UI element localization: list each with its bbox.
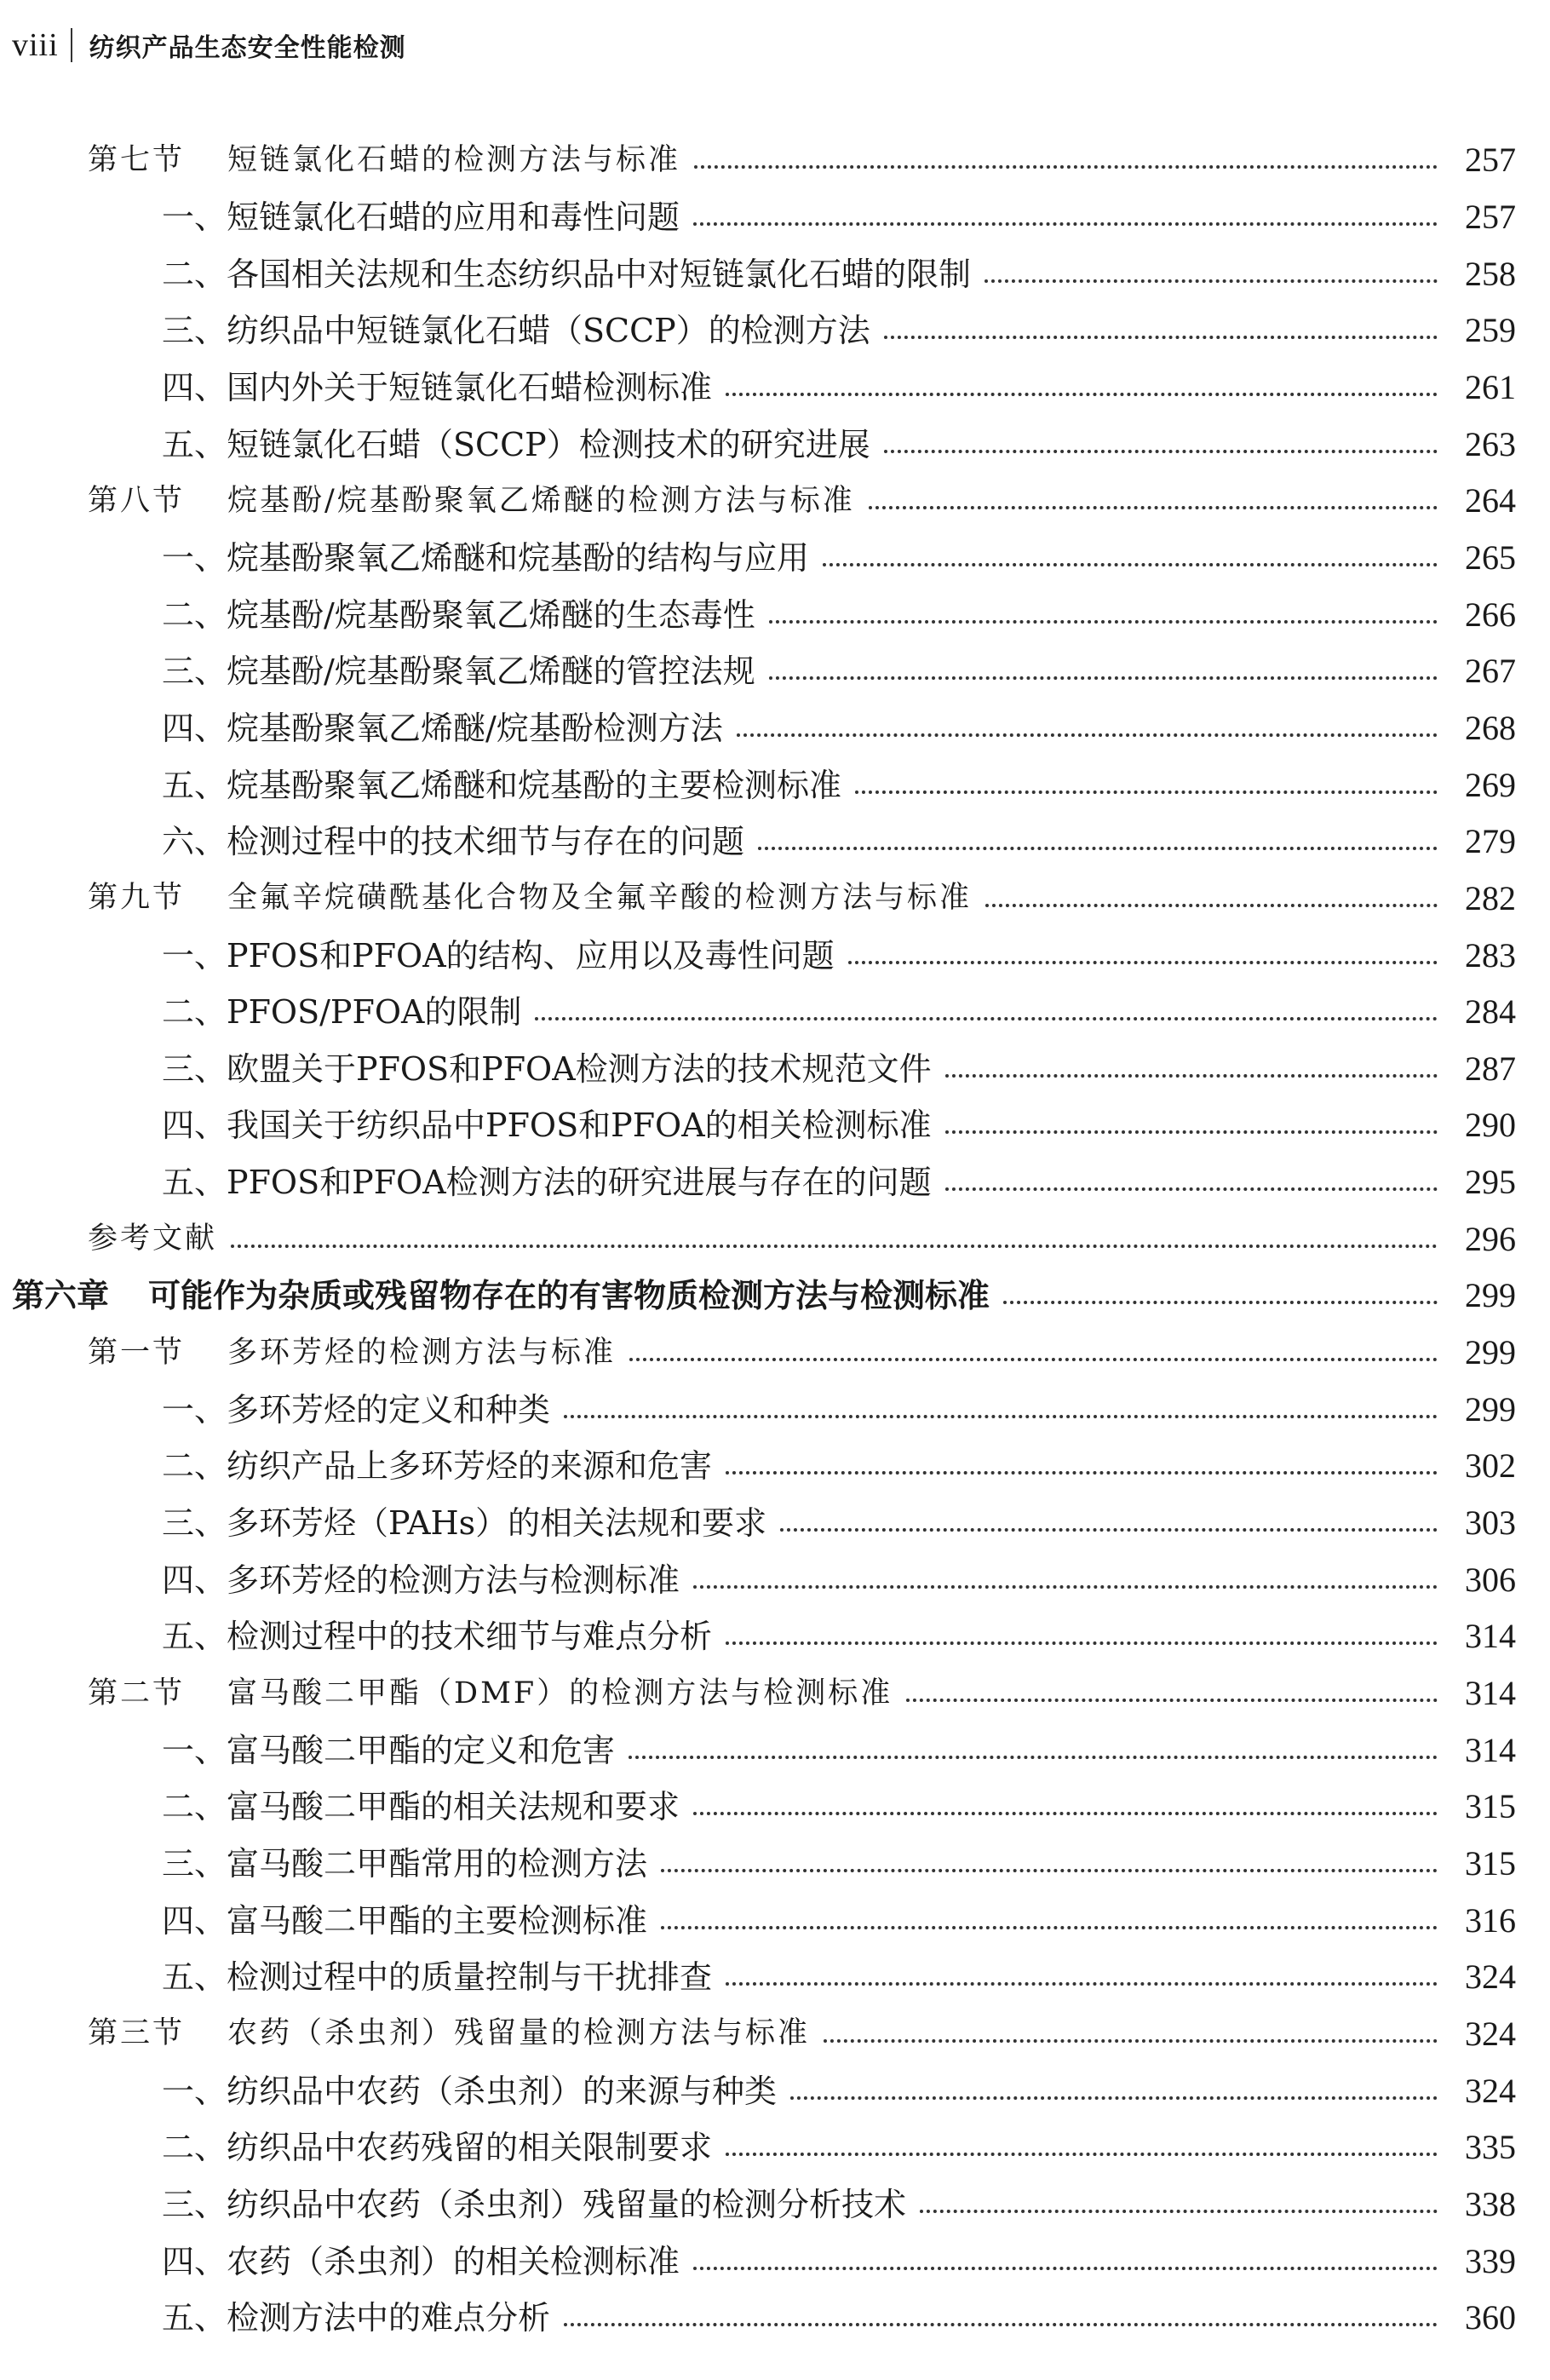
toc-entry-title: 一、富马酸二甲酯的定义和危害 (162, 1731, 616, 1769)
toc-entry-label (162, 255, 972, 293)
toc-entry-item[interactable] (0, 189, 1550, 246)
toc-entry-section[interactable] (0, 1665, 1550, 1722)
dot-leader (535, 1017, 1438, 1020)
toc-entry-item[interactable] (0, 416, 1550, 473)
dot-leader (737, 733, 1438, 737)
toc-entry-title: 二、富马酸二甲酯的相关法规和要求 (162, 1788, 680, 1826)
dot-leader (869, 506, 1438, 509)
toc-entry-title: 五、短链氯化石蜡（SCCP）检测技术的研究进展 (162, 425, 870, 463)
toc-entry-label (162, 1731, 616, 1769)
dot-leader (945, 1130, 1438, 1134)
toc-entry-label (162, 709, 723, 747)
toc-entry-page: 279 (1465, 822, 1516, 861)
toc-entry-label (162, 2129, 713, 2167)
dot-leader (920, 2210, 1438, 2213)
toc-entry-item[interactable] (0, 1949, 1550, 2006)
toc-entry-label (162, 368, 713, 406)
toc-entry-page: 303 (1465, 1503, 1516, 1543)
toc-entry-page: 266 (1465, 595, 1516, 634)
dot-leader (985, 279, 1438, 283)
toc-entry-title: 参考文献 (88, 1222, 218, 1256)
toc-entry-label (88, 2016, 811, 2051)
toc-entry-item[interactable] (0, 756, 1550, 813)
running-header (12, 19, 406, 72)
toc-entry-label (162, 1504, 767, 1543)
toc-entry-page: 267 (1465, 652, 1516, 691)
toc-entry-page: 314 (1465, 1730, 1516, 1769)
toc-entry-title: 四、烷基酚聚氧乙烯醚/烷基酚检测方法 (162, 709, 723, 747)
toc-entry-label (88, 1335, 617, 1370)
toc-entry-label (162, 1845, 648, 1883)
toc-entry-page: 339 (1465, 2241, 1516, 2280)
toc-entry-title: 四、国内外关于短链氯化石蜡检测标准 (162, 368, 713, 406)
toc-entry-label (162, 1901, 648, 1940)
toc-entry-item[interactable] (0, 813, 1550, 871)
dot-leader (884, 336, 1438, 339)
toc-entry-section[interactable] (0, 1325, 1550, 1382)
toc-entry-item[interactable] (0, 359, 1550, 417)
dot-leader (855, 790, 1438, 794)
dot-leader (758, 847, 1438, 850)
toc-entry-label (162, 538, 810, 577)
toc-entry-page: 315 (1465, 1787, 1516, 1826)
toc-entry-page: 324 (1465, 1957, 1516, 1997)
dot-leader (985, 904, 1438, 907)
toc-entry-item[interactable] (0, 1097, 1550, 1154)
toc-entry-title: 三、欧盟关于PFOS和PFOA检测方法的技术规范文件 (162, 1049, 932, 1088)
toc-entry-title: 五、PFOS和PFOA检测方法的研究进展与存在的问题 (162, 1164, 932, 1202)
toc-entry-page: 299 (1465, 1389, 1516, 1429)
toc-entry-label (162, 1447, 713, 1486)
toc-entry-title: 四、农药（杀虫剂）的相关检测标准 (162, 2242, 680, 2280)
toc-entry-section[interactable] (0, 473, 1550, 530)
chapter-number: 第六章 (12, 1276, 110, 1315)
toc-entry-label (162, 2072, 778, 2110)
toc-entry-label (162, 2242, 680, 2280)
toc-entry-label (162, 766, 842, 804)
toc-entry-title: 三、烷基酚/烷基酚聚氧乙烯醚的管控法规 (162, 652, 755, 691)
dot-leader (231, 1245, 1438, 1248)
toc-entry-page: 268 (1465, 708, 1516, 747)
toc-entry-label (88, 483, 855, 518)
toc-entry-item[interactable] (0, 586, 1550, 643)
toc-entry-title: 农药（杀虫剂）残留量的检测方法与标准 (227, 2016, 811, 2051)
page-number: viii (12, 27, 59, 63)
dot-leader (693, 1585, 1438, 1589)
toc-entry-title: 五、检测过程中的技术细节与难点分析 (162, 1618, 713, 1656)
toc-entry-item[interactable] (0, 530, 1550, 587)
toc-entry-title: 五、检测过程中的质量控制与干扰排查 (162, 1958, 713, 1997)
toc-entry-title: 二、纺织产品上多环芳烃的来源和危害 (162, 1447, 713, 1486)
dot-leader (629, 1358, 1438, 1361)
dot-leader (945, 1074, 1438, 1078)
dot-leader (629, 1756, 1438, 1759)
toc-entry-title: 五、检测方法中的难点分析 (162, 2299, 551, 2337)
toc-entry-section[interactable] (0, 2006, 1550, 2063)
toc-entry-item[interactable] (0, 1608, 1550, 1665)
toc-entry-label (162, 595, 755, 634)
section-number: 第八节 (88, 483, 186, 518)
toc-entry-title: 富马酸二甲酯（DMF）的检测方法与检测标准 (227, 1676, 893, 1710)
toc-entry-item[interactable] (0, 2290, 1550, 2347)
dot-leader (824, 2039, 1438, 2043)
toc-entry-label (162, 2185, 907, 2223)
toc-entry-page: 299 (1465, 1333, 1516, 1372)
toc-entry-item[interactable] (0, 1438, 1550, 1495)
dot-leader (884, 450, 1438, 453)
toc-entry-page: 287 (1465, 1049, 1516, 1088)
toc-entry-title: 二、烷基酚/烷基酚聚氧乙烯醚的生态毒性 (162, 595, 755, 634)
toc-entry-title: 三、多环芳烃（PAHs）的相关法规和要求 (162, 1504, 767, 1543)
toc-entry-title: 四、富马酸二甲酯的主要检测标准 (162, 1901, 648, 1940)
toc-entry-page: 335 (1465, 2128, 1516, 2167)
toc-entry-item[interactable] (0, 643, 1550, 700)
toc-entry-page: 269 (1465, 765, 1516, 804)
dot-leader (564, 1415, 1438, 1418)
toc-entry-title: 二、纺织品中农药残留的相关限制要求 (162, 2129, 713, 2167)
dot-leader (661, 1926, 1438, 1929)
toc-entry-label (162, 1958, 713, 1997)
toc-entry-item[interactable] (0, 1495, 1550, 1552)
toc-entry-label (162, 652, 755, 691)
toc-entry-label (162, 1390, 551, 1429)
toc-entry-page: 302 (1465, 1446, 1516, 1486)
toc-entry-page: 290 (1465, 1106, 1516, 1145)
table-of-contents (0, 132, 1550, 2347)
toc-entry-page: 261 (1465, 367, 1516, 406)
toc-entry-label (162, 1049, 932, 1088)
toc-entry-title: 四、多环芳烃的检测方法与检测标准 (162, 1561, 680, 1599)
toc-entry-label (88, 142, 681, 177)
dot-leader (726, 393, 1438, 396)
toc-entry-title: 一、PFOS和PFOA的结构、应用以及毒性问题 (162, 936, 835, 974)
dot-leader (1003, 1301, 1438, 1304)
dot-leader (769, 620, 1438, 624)
dot-leader (694, 165, 1438, 169)
toc-entry-page: 324 (1465, 2014, 1516, 2053)
dot-leader (726, 1471, 1438, 1475)
toc-entry-title: 三、纺织品中农药（杀虫剂）残留量的检测分析技术 (162, 2185, 907, 2223)
dot-leader (848, 961, 1438, 964)
toc-entry-page: 257 (1465, 141, 1516, 180)
toc-entry-item[interactable] (0, 2176, 1550, 2233)
toc-entry-label (162, 2299, 551, 2337)
toc-entry-item[interactable] (0, 1836, 1550, 1893)
section-number: 第一节 (88, 1335, 186, 1370)
toc-entry-page: 360 (1465, 2298, 1516, 2337)
toc-entry-title: 烷基酚/烷基酚聚氧乙烯醚的检测方法与标准 (227, 483, 855, 518)
toc-entry-item[interactable] (0, 1381, 1550, 1438)
toc-entry-title: 五、烷基酚聚氧乙烯醚和烷基酚的主要检测标准 (162, 766, 842, 804)
toc-entry-label (88, 1676, 893, 1710)
toc-entry-label (162, 936, 835, 974)
toc-entry-page: 299 (1465, 1276, 1516, 1315)
toc-entry-page: 263 (1465, 424, 1516, 463)
toc-entry-label (162, 1788, 680, 1826)
toc-entry-item[interactable] (0, 1154, 1550, 1211)
toc-entry-title: 二、各国相关法规和生态纺织品中对短链氯化石蜡的限制 (162, 255, 972, 293)
section-number: 第二节 (88, 1676, 186, 1710)
toc-entry-page: 296 (1465, 1219, 1516, 1258)
toc-entry-page: 314 (1465, 1674, 1516, 1713)
toc-entry-label (162, 823, 745, 861)
toc-entry-item[interactable] (0, 1551, 1550, 1608)
toc-entry-label (12, 1276, 990, 1315)
toc-entry-page: 264 (1465, 481, 1516, 520)
dot-leader (780, 1528, 1438, 1532)
toc-entry-item[interactable] (0, 1722, 1550, 1779)
toc-entry-item[interactable] (0, 2233, 1550, 2290)
toc-entry-page: 257 (1465, 197, 1516, 236)
toc-entry-item[interactable] (0, 1779, 1550, 1836)
toc-entry-label (88, 881, 973, 916)
toc-entry-title: 三、富马酸二甲酯常用的检测方法 (162, 1845, 648, 1883)
toc-entry-item[interactable] (0, 927, 1550, 984)
toc-entry-title: 二、PFOS/PFOA的限制 (162, 993, 522, 1032)
toc-entry-page: 324 (1465, 2071, 1516, 2110)
toc-entry-page: 306 (1465, 1560, 1516, 1599)
toc-entry-title: 可能作为杂质或残留物存在的有害物质检测方法与检测标准 (148, 1276, 990, 1315)
dot-leader (769, 676, 1438, 680)
header-divider (71, 28, 72, 62)
toc-entry-item[interactable] (0, 2119, 1550, 2176)
toc-entry-title: 全氟辛烷磺酰基化合物及全氟辛酸的检测方法与标准 (227, 881, 973, 916)
toc-entry-item[interactable] (0, 245, 1550, 302)
toc-entry-section[interactable] (0, 132, 1550, 189)
toc-entry-title: 一、多环芳烃的定义和种类 (162, 1390, 551, 1429)
toc-entry-label (162, 1164, 932, 1202)
toc-entry-label (162, 425, 870, 463)
toc-entry-title: 一、纺织品中农药（杀虫剂）的来源与种类 (162, 2072, 778, 2110)
section-number: 第三节 (88, 2016, 186, 2051)
toc-entry-item[interactable] (0, 700, 1550, 757)
toc-entry-chapter[interactable] (0, 1268, 1550, 1325)
toc-entry-item[interactable] (0, 1041, 1550, 1098)
toc-entry-page: 314 (1465, 1617, 1516, 1656)
toc-entry-label (88, 1224, 217, 1254)
toc-entry-label (162, 198, 680, 236)
dot-leader (693, 2267, 1438, 2270)
dot-leader (726, 1982, 1438, 1986)
toc-entry-page: 284 (1465, 992, 1516, 1032)
toc-entry-page: 283 (1465, 935, 1516, 974)
toc-entry-page: 316 (1465, 1900, 1516, 1940)
dot-leader (693, 222, 1438, 226)
toc-entry-label (162, 312, 870, 350)
toc-entry-item[interactable] (0, 2062, 1550, 2119)
toc-entry-section[interactable] (0, 871, 1550, 928)
toc-entry-page: 258 (1465, 254, 1516, 293)
toc-entry-label (162, 1561, 680, 1599)
toc-entry-ref[interactable] (0, 1210, 1550, 1268)
dot-leader (906, 1699, 1438, 1702)
toc-entry-title: 多环芳烃的检测方法与标准 (227, 1335, 617, 1370)
toc-entry-page: 282 (1465, 878, 1516, 917)
dot-leader (726, 1641, 1438, 1645)
toc-entry-item[interactable] (0, 1892, 1550, 1949)
dot-leader (726, 2153, 1438, 2156)
toc-entry-label (162, 993, 522, 1032)
section-number: 第七节 (88, 142, 186, 177)
book-title: 纺织产品生态安全性能检测 (89, 33, 406, 63)
toc-entry-title: 一、短链氯化石蜡的应用和毒性问题 (162, 198, 680, 236)
dot-leader (693, 1812, 1438, 1815)
toc-entry-title: 短链氯化石蜡的检测方法与标准 (227, 142, 681, 177)
toc-entry-title: 六、检测过程中的技术细节与存在的问题 (162, 823, 745, 861)
toc-entry-page: 315 (1465, 1844, 1516, 1883)
dot-leader (945, 1187, 1438, 1191)
dot-leader (790, 2096, 1438, 2100)
toc-entry-page: 259 (1465, 311, 1516, 350)
toc-entry-title: 三、纺织品中短链氯化石蜡（SCCP）的检测方法 (162, 312, 870, 350)
toc-entry-title: 一、烷基酚聚氧乙烯醚和烷基酚的结构与应用 (162, 538, 810, 577)
dot-leader (823, 563, 1438, 566)
section-number: 第九节 (88, 881, 186, 916)
toc-entry-label (162, 1618, 713, 1656)
toc-entry-item[interactable] (0, 984, 1550, 1041)
dot-leader (564, 2323, 1438, 2326)
toc-entry-item[interactable] (0, 302, 1550, 359)
toc-entry-page: 295 (1465, 1163, 1516, 1202)
toc-entry-page: 265 (1465, 538, 1516, 577)
toc-entry-title: 四、我国关于纺织品中PFOS和PFOA的相关检测标准 (162, 1107, 932, 1145)
toc-entry-label (162, 1107, 932, 1145)
dot-leader (661, 1869, 1438, 1872)
toc-entry-page: 338 (1465, 2184, 1516, 2223)
